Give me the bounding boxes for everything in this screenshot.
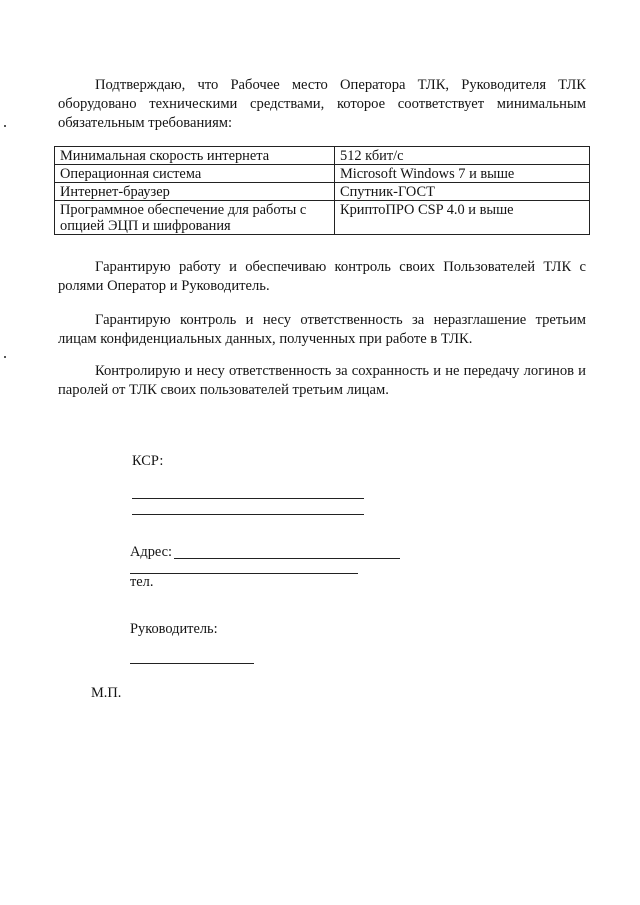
scan-dot: [4, 125, 6, 127]
head-signature-line: [130, 663, 254, 664]
requirement-name: Минимальная скорость интернета: [55, 147, 335, 165]
requirement-value: Спутник-ГОСТ: [335, 183, 590, 201]
confirmation-paragraph: Подтверждаю, что Рабочее место Оператора ТЛК, Руководителя ТЛК оборудовано техническими средствами, которое соответствует минимальным обязательным требованиям:: [58, 77, 586, 131]
requirement-value: 512 кбит/с: [335, 147, 590, 165]
ksr-label: КСР:: [132, 453, 164, 469]
requirement-value: Microsoft Windows 7 и выше: [335, 165, 590, 183]
requirements-row: [55, 201, 590, 235]
requirement-name: Операционная система: [55, 165, 335, 183]
scan-dot: [4, 356, 6, 358]
requirement-name: Интернет-браузер: [55, 183, 335, 201]
address-line: [130, 573, 358, 574]
requirement-value: КриптоПРО CSP 4.0 и выше: [335, 201, 590, 235]
requirement-name: Программное обеспечение для работы с опцией ЭЦП и шифрования: [55, 201, 335, 235]
requirements-row: [55, 183, 590, 201]
requirements-row: [55, 165, 590, 183]
address-line: [174, 558, 400, 559]
address-label: Адрес:: [130, 544, 173, 560]
ksr-line: [132, 498, 364, 499]
stamp-label: М.П.: [91, 685, 122, 701]
head-label: Руководитель:: [130, 621, 218, 637]
requirements-table: [54, 146, 590, 235]
guarantee-users-paragraph: Гарантирую работу и обеспечиваю контроль своих Пользователей ТЛК с ролями Оператор и Руководитель.: [58, 259, 586, 294]
phone-label: тел.: [130, 574, 154, 590]
requirements-row: [55, 147, 590, 165]
ksr-line: [132, 514, 364, 515]
credentials-paragraph: Контролирую и несу ответственность за сохранность и не передачу логинов и паролей от ТЛК своих пользователей третьим лицам.: [58, 363, 586, 398]
confidentiality-paragraph: Гарантирую контроль и несу ответственность за неразглашение третьим лицам конфиденциальных данных, полученных при работе в ТЛК.: [58, 312, 586, 347]
